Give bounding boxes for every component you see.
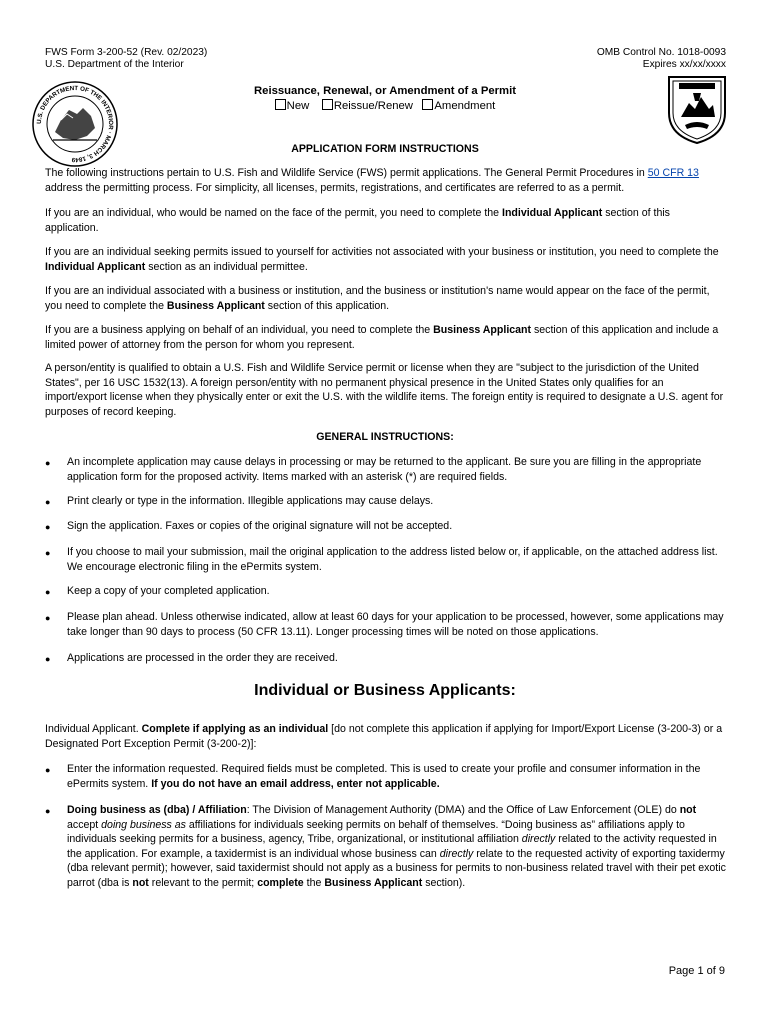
checkbox-new[interactable] (275, 99, 286, 110)
bullet-marker: ● (45, 765, 51, 775)
bullet-marker: ● (45, 587, 51, 597)
intro-paragraph-3: If you are an individual seeking permits issued to yourself for activities not associated with your business or institution, you need to complete the Individual Applicant section as an individual permittee. (45, 246, 719, 273)
intro-paragraph-4: If you are an individual associated with a business or institution, and the business or institution's name would appear on the face of the permit, you need to complete the Business Applicant section of this application. (45, 285, 710, 312)
expiration-date: Expires xx/xx/xxxx (642, 59, 726, 70)
general-bullet-6: Please plan ahead. Unless otherwise indicated, allow at least 60 days for your application to be processed, however, some applications may take longer than 90 days to process (50 CFR 13.11). Longer processing times will be noted on those applications. (67, 611, 724, 638)
option-new[interactable]: New (275, 100, 310, 112)
intro-paragraph-2: If you are an individual, who would be named on the face of the permit, you need to complete the Individual Applicant section of this application. (45, 207, 670, 234)
bullet-marker: ● (45, 497, 51, 507)
general-bullet-5: Keep a copy of your completed application. (67, 585, 270, 597)
bullet-marker: ● (45, 458, 51, 468)
option-reissue-renew[interactable]: Reissue/Renew (322, 100, 413, 112)
applicant-bullet-dba: Doing business as (dba) / Affiliation: The Division of Management Authority (DMA) and the Office of Law Enforcement (OLE) do not accept doing business as affiliations for individuals seeking permits on behalf of themselves. “Doing business as” affiliations apply to individuals seeking permits for a business, agency, Tribe, organizational, or institutional affiliation directly related to the activity requested in the application. For example, a taxidermist is an individual whose business can directly relate to the requested activity of exporting taxidermy (dba relevant permit); however, said taxidermist should not apply as a business for permits to non-business related travel with their pet exotic parrot (dba is not relevant to the permit; complete the Business Applicant section). (67, 804, 726, 889)
bullet-marker: ● (45, 806, 51, 816)
general-bullet-3: Sign the application. Faxes or copies of the original signature will not be accepted. (67, 520, 453, 532)
general-instructions-heading: GENERAL INSTRUCTIONS: (316, 431, 454, 443)
option-amendment[interactable]: Amendment (422, 100, 495, 112)
page-number: Page 1 of 9 (668, 965, 725, 977)
form-title: Reissuance, Renewal, or Amendment of a Permit (254, 85, 516, 97)
bullet-marker: ● (45, 654, 51, 664)
application-type-options (0, 99, 770, 114)
intro-paragraph-6: A person/entity is qualified to obtain a U.S. Fish and Wildlife Service permit or license when they are "subject to the jurisdiction of the United States", per 16 USC 1532(13). A foreign person/entity with no permanent physical presence in the United States only qualifies for an import/export license when they physically enter or exit the U.S. with the wildlife items. The foreign entity is required to designate a U.S. agent for purposes of record keeping. (45, 362, 724, 418)
intro-paragraph-5: If you are a business applying on behalf of an individual, you need to complete the Business Applicant section of this application and include a limited power of attorney from the person for whom you represent. (45, 324, 719, 351)
bullet-marker: ● (45, 548, 51, 558)
applicant-bullet-1: Enter the information requested. Required fields must be completed. This is used to create your profile and consumer information in the ePermits system. If you do not have an email address, enter not applicable. (67, 763, 701, 790)
checkbox-amendment[interactable] (422, 99, 433, 110)
applicants-heading: Individual or Business Applicants: (254, 682, 516, 699)
form-number: FWS Form 3-200-52 (Rev. 02/2023) (45, 47, 208, 58)
general-bullet-2: Print clearly or type in the information. Illegible applications may cause delays. (67, 495, 434, 507)
bullet-marker: ● (45, 613, 51, 623)
svg-text:U.S. DEPARTMENT OF THE INTERIO: U.S. DEPARTMENT OF THE INTERIOR · MARCH 3, 1849 (35, 84, 115, 164)
bullet-marker: ● (45, 522, 51, 532)
individual-applicant-intro: Individual Applicant. Complete if applying as an individual [do not complete this application if applying for Import/Export License (3-200-3) or a Designated Port Exception Permit (3-200-2)]: (45, 723, 723, 750)
general-bullet-1: An incomplete application may cause delays in processing or may be returned to the applicant. Be sure you are filling in the appropriate application form for the proposed activity. Items marked with an asterisk (*) are required fields. (67, 456, 702, 483)
omb-control-number: OMB Control No. 1018-0093 (596, 47, 726, 58)
general-bullet-7: Applications are processed in the order they are received. (67, 652, 338, 664)
instructions-heading: APPLICATION FORM INSTRUCTIONS (291, 143, 479, 155)
checkbox-reissue-renew[interactable] (322, 99, 333, 110)
general-bullet-4: If you choose to mail your submission, mail the original application to the address listed below or, if applicable, on the attached address list. We encourage electronic filing in the ePermits system. (67, 546, 718, 573)
intro-paragraph-1: The following instructions pertain to U.S. Fish and Wildlife Service (FWS) permit applications. The General Permit Procedures in 50 CFR 13 address the permitting process. For simplicity, all licenses, permits, registrations, and certificates are referred to as a permit. (45, 167, 699, 194)
cfr-50-13-link[interactable]: 50 CFR 13 (647, 167, 699, 179)
department-name: U.S. Department of the Interior (45, 59, 184, 70)
